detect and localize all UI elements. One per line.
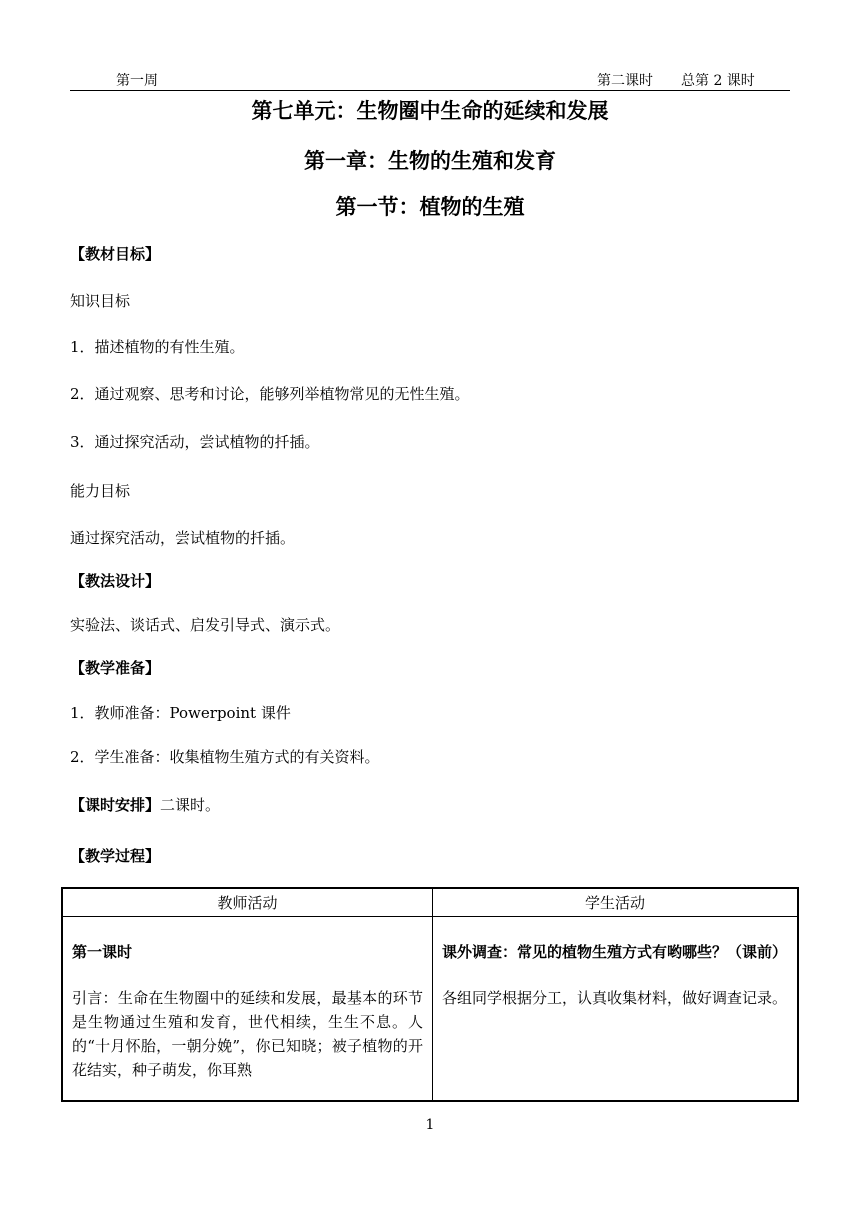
- method-heading: 【教法设计】: [70, 572, 161, 590]
- schedule-heading: 【课时安排】: [70, 796, 161, 814]
- unit-title: 第七单元：生物圈中生命的延续和发展: [251, 99, 609, 123]
- process-heading: 【教学过程】: [70, 847, 161, 865]
- teaching-process-table: [61, 887, 799, 1102]
- preparation-item: 2．学生准备：收集植物生殖方式的有关资料。: [70, 748, 380, 766]
- student-activity-title: 课外调查：常见的植物生殖方式有哟哪些？（课前）: [442, 943, 788, 961]
- knowledge-item: 3．通过探究活动，尝试植物的扦插。: [70, 433, 320, 451]
- ability-label: 能力目标: [70, 482, 131, 500]
- teacher-lesson-title: 第一课时: [72, 943, 133, 961]
- knowledge-label: 知识目标: [70, 292, 131, 310]
- student-activity-text: 各组同学根据分工，认真收集材料，做好调查记录。: [442, 989, 788, 1007]
- table-header-row: [62, 888, 798, 917]
- teacher-activity-text: 引言：生命在生物圈中的延续和发展，最基本的环节是生物通过生殖和发育，世代相续，生生不息。人的“十月怀胎，一朝分娩”，你已知晓；被子植物的开花结实，种子萌发，你耳熟: [72, 989, 423, 1079]
- schedule-text: 二课时。: [160, 796, 221, 814]
- section-title: 第一节：植物的生殖: [335, 195, 525, 219]
- table-row: [62, 917, 798, 1102]
- student-activity-cell: [433, 917, 799, 1102]
- schedule-line: [70, 794, 220, 815]
- teacher-activity-cell: [62, 917, 433, 1102]
- teacher-column-header: 教师活动: [62, 888, 433, 917]
- header-lesson: 第二课时 总第 2 课时: [597, 73, 755, 89]
- page-number: 1: [425, 1117, 435, 1133]
- preparation-heading: 【教学准备】: [70, 659, 161, 677]
- knowledge-item: 2．通过观察、思考和讨论，能够列举植物常见的无性生殖。: [70, 385, 470, 403]
- header-week: 第一周: [116, 73, 158, 89]
- student-column-header: 学生活动: [433, 888, 799, 917]
- chapter-title: 第一章：生物的生殖和发育: [304, 149, 556, 173]
- knowledge-item: 1．描述植物的有性生殖。: [70, 338, 245, 356]
- ability-text: 通过探究活动，尝试植物的扦插。: [70, 529, 296, 547]
- goals-heading: 【教材目标】: [70, 245, 161, 263]
- header-rule: [70, 90, 790, 91]
- method-text: 实验法、谈话式、启发引导式、演示式。: [70, 616, 341, 634]
- preparation-item: 1．教师准备：Powerpoint 课件: [70, 704, 291, 722]
